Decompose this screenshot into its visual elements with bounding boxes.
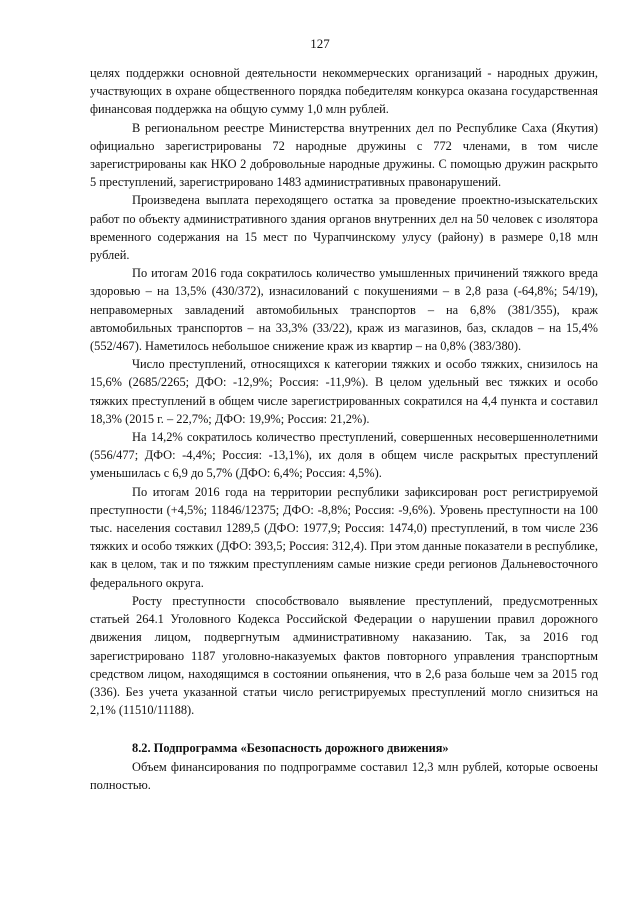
section-heading: 8.2. Подпрограмма «Безопасность дорожного движения» [132,741,449,756]
paragraph-crime-growth: По итогам 2016 года на территории республики зафиксирован рост регистрируемой преступности (+4,5%; 11846/12375; ДФО: -8,8%; Россия: -9,6%). Уровень преступности на 100 тыс. населения составил 1289,5 (ДФО: 1977,9; Россия: 1474,0) преступлений, в том числе 236 тяжких и особо тяжких (ДФО: 393,5; Россия: 312,4). При этом данные показатели в республике, как в целом, так и по тяжким преступлениям самые низкие среди регионов Дальневосточного федерального округа. [90,484,598,590]
paragraph-design-works: Произведена выплата переходящего остатка за проведение проектно-изыскательских работ по объекту административного здания органов внутренних дел на 50 человек с изолятора временного содержания на 15 мест по Чурапчинскому улусу (району) в размере 0,18 млн рублей. [90,193,598,263]
page-body [90,64,598,794]
paragraph-article-264: Росту преступности способствовало выявление преступлений, предусмотренных статьей 264.1 Уголовного Кодекса Российской Федерации о нарушении правил дорожного движения лицом, подвергнутым административному наказанию. Так, за 2016 год зарегистрировано 1187 уголовно-наказуемых фактов повторного управления транспортным средством лицом, находящимся в состоянии опьянения, что в 2,6 раза больше чем за 2015 год (336). Без учета указанной статьи число регистрируемых преступлений могло снизиться на 2,1% (11510/11188). [90,593,598,718]
paragraph-grave-crimes: Число преступлений, относящихся к категории тяжких и особо тяжких, снизилось на 15,6% (2685/2265; ДФО: -12,9%; Россия: -11,9%). В целом удельный вес тяжких и особо тяжких преступлений в общем числе зарегистрированных сократился на 4,4 пункта и составил 18,3% (2015 г. – 22,7%; ДФО: 19,9%; Россия: 21,2%). [90,357,598,426]
paragraph-crime-reduction: По итогам 2016 года сократилось количество умышленных причинений тяжкого вреда здоровью – на 13,5% (430/372), изнасилований с покушениями – в 2,8 раза (-64,8%; 54/19), неправомерных завладений автомобильных транспортов – на 6,8% (381/355), краж автомобильных транспортов – на 33,3% (33/22), краж из магазинов, баз, складов – на 15,4% (552/467). Наметилось небольшое снижение краж из квартир – на 0,8% (383/380). [90,266,598,354]
paragraph-people-patrols: В региональном реестре Министерства внутренних дел по Республике Саха (Якутия) официально зарегистрированы 72 народные дружины с 772 членами, в том числе зарегистрированы как НКО 2 добровольные народные дружины. С помощью дружин раскрыто 5 преступлений, зарегистрировано 1483 административных правонарушений. [90,120,598,190]
paragraph-continuation: целях поддержки основной деятельности некоммерческих организаций - народных дружин, участвующих в охране общественного порядка победителям конкурса оказана государственная финансовая поддержка на общую сумму 1,0 млн рублей. [90,66,598,117]
paragraph-juvenile-crimes: На 14,2% сократилось количество преступлений, совершенных несовершеннолетними (556/477; ДФО: -4,4%; Россия: -13,1%), их доля в общем числе раскрытых преступлений уменьшилась с 6,9 до 5,7% (ДФО: 6,4%; Россия: 4,5%). [90,430,598,481]
page-number: 127 [310,36,330,51]
section-paragraph: Объем финансирования по подпрограмме составил 12,3 млн рублей, которые освоены полностью. [90,759,598,792]
